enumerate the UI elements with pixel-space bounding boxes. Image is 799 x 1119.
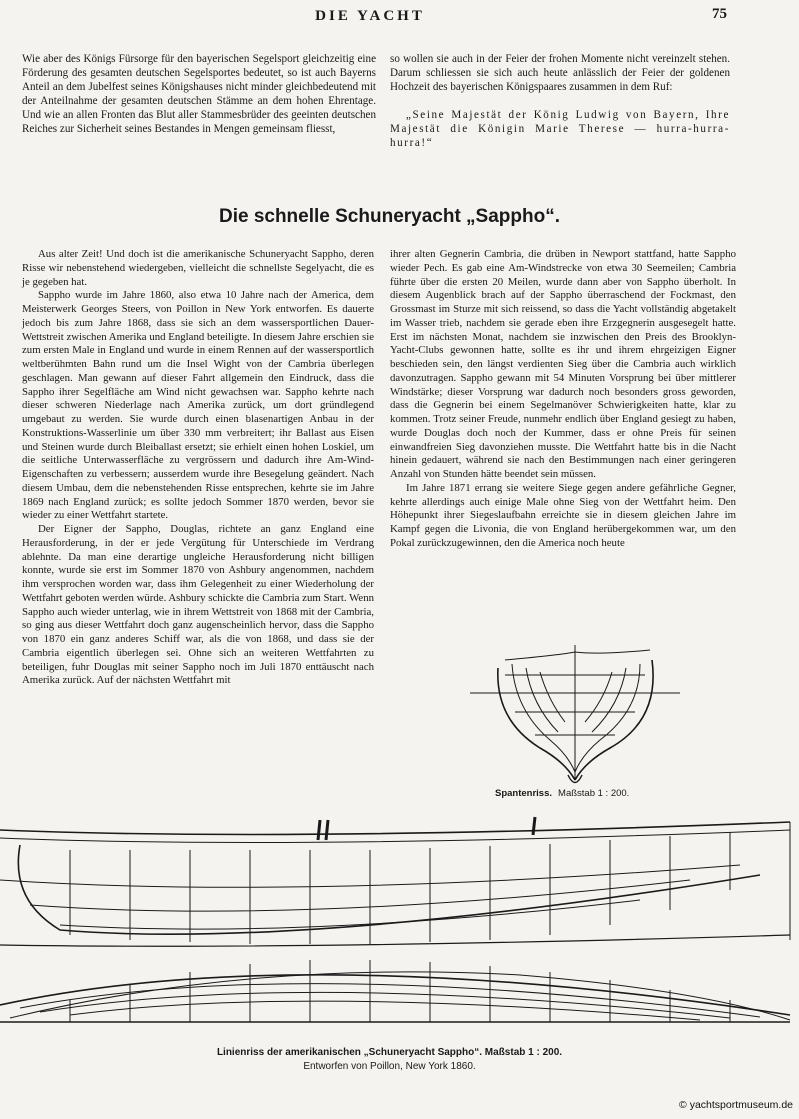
body-plan-scale: Maßstab 1 : 200. [558,788,630,799]
page-number: 75 [712,6,727,22]
article-title: Die schnelle Schuneryacht „Sappho“. [218,206,561,227]
body-plan-caption [495,788,695,799]
intro-paragraph-left: Wie aber des Königs Fürsorge für den bayerischen Segelsport gleichzeitig eine Förderung des gesamten deutschen Segelsportes bedeutet, so ist auch Bayerns Anteil an dem Jubelfest seines Königshauses nicht minder gleichbedeutend mit der Anteilnahme der gesamten deutschen Stämme an dem hohen Ehrentage. Und wie an allen Fronten das Blut aller Stammesbrüder des geeinten deutschen Reiches zur Sicherheit seines Bestandes in Mengen gemeinsam fliesst, [22,53,376,136]
article-paragraph: Aus alter Zeit! Und doch ist die amerikanische Schuneryacht Sappho, deren Risse wir nebenstehend wiedergeben, vielleicht die schnellste Segelyacht, die es je gegeben hat. [22,248,374,288]
body-plan-drawing [470,645,680,783]
royal-quote: „Seine Majestät der König Ludwig von Bayern, Ihre Majestät die Königin Marie Therese — hurra-hurra-hurra!“ [390,109,730,150]
article-paragraph: Im Jahre 1871 errang sie weitere Siege gegen andere gefährliche Gegner, kehrte allerdings auch einige Male ohne Sieg von der Wettfahrt heim. Den Höhepunkt ihrer Siegeslaufbahn erreichte sie in diesem gleichen Jahre im Kampf gegen die Livonia, die von England herübergekommen war, um den Pokal zurückzugewinnen, den die America noch heute [390,481,736,549]
body-plan-caption-title: Spantenriss. [495,788,553,799]
half-breadth-plan-drawing [0,960,790,1022]
lines-plan-caption-designer: Entworfen von Poillon, New York 1860. [303,1061,476,1072]
lines-plan-caption [0,1046,779,1074]
intro-paragraph-right: so wollen sie auch in der Feier der frohen Momente nicht vereinzelt stehen. Darum schliessen sie sich auch heute anlässlich der Feier der goldenen Hochzeit des bayerischen Königspaares zusammen in dem Ruf: [390,53,730,94]
magazine-title: DIE YACHT [315,8,425,24]
article-paragraph: Der Eigner der Sappho, Douglas, richtete an ganz England eine Herausforderung, in der er jede Vergütung für Unterschiede im Verdrang ablehnte. Da man eine derartige ungleiche Herausforderung nicht billigen konnte, wurde sie erst im Sommer 1870 von Ashbury angenommen, nachdem ihm versprochen worden war, dass ihm Gelegenheit zu einer Wiederholung der Wettfahrt geboten werden würde. Ashbury schickte die Cambria zum Start. Wenn Sappho auch wieder unterlag, wie in ihrem Wettstreit von 1868 mit der Cambria, so ging aus dieser Wettfahrt doch ganz augenscheinlich hervor, dass die Sappho von 1870 ein ganz anderes Schiff war, als die von 1868, und dass sie der Cambria eigentlich überlegen sei. Ohne sich an weiteren Wettfahrten zu beteiligen, fuhr Douglas mit seiner Sappho noch im Juli 1870 enttäuscht nach Amerika zurück. Auf der nächsten Wettfahrt mit [22,523,374,687]
copyright-watermark: © yachtsportmuseum.de [679,1099,793,1111]
sheer-plan-drawing [0,817,790,946]
lines-plan-caption-title: Linienriss der amerikanischen „Schuneryacht Sappho“. Maßstab 1 : 200. [216,1047,563,1058]
article-paragraph: Sappho wurde im Jahre 1860, also etwa 10 Jahre nach der America, dem Meisterwerk Georges Steers, von Poillon in New York entworfen. Es dauerte jedoch bis zum Jahre 1868, dass sie sich an dem wassersportlichen Dauer-Wettstreit zwischen Amerika und England beteiligte. In diesem Jahre erschien sie zum ersten Male in England und wurde in einem Rennen auf der wassersportlich weltberühmten Bahn rund um die Insel Wight von der Cambria überlegen geschlagen. Man gewann auf dieser Fahrt allgemein den Eindruck, dass die Sappho ihrer Segelfläche am Wind nicht gewachsen war. Sappho kehrte nach dieser schweren Niederlage nach Amerika zurück, um dort gründlegend umgebaut zu werden. Sie wurde durch einen blasenartigen Anbau in der Konstruktions-Wasserlinie um über 330 mm verbreitert; ihr Ballast aus Eisen und Steinen wurde durch Bleiballast ersetzt; sie erhielt einen hohen Loskiel, um die seitliche Unterwasserfläche zu vergrössern und dadurch ihre Am-Wind-Eigenschaften zu verbessern; ausserdem wurde ihre Besegelung geändert. Nach diesem Umbau, dem die nebenstehenden Risse entsprechen, kehrte sie im Jahre 1869 nach England zurück; es sollte jedoch Sommer 1870 werden, bevor sie wieder zu einer Wettfahrt startete. [22,289,374,522]
article-paragraph: ihrer alten Gegnerin Cambria, die drüben in Newport stattfand, hatte Sappho wieder Pech. Es gab eine Am-Windstrecke von etwa 30 Seemeilen; Cambria führte über die ersten 20 Meilen, wurde dann aber von Sappho überholt. In diesem Augenblick brach auf der Sappho überraschend der Fockmast, den Grossmast im Sturze mit sich reissend, so dass die Yacht vollständig abgetakelt im Wasser trieb, nachdem sie gerade eben ihre Erzgegnerin ausgesegelt hatte. Erst im nächsten Monat, nachdem sie inzwischen den Preis des Brooklyn-Yacht-Clubs gewonnen hatte, sollte es ihr und ihrem ehrgeizigen Eigner beschieden sein, den längst verdienten Sieg über die Cambria auch wirklich davonzutragen. Sappho gewann mit 54 Minuten Vorsprung bei über mittlerer Windstärke; dieser Vorsprung war dadurch noch besonders gross geworden, dass die Gegnerin bei einem Segelmanöver Schwierigkeiten hatte, klar zu kommen. Trotz seiner Freude, nunmehr endlich über England gesiegt zu haben, wurde Douglas doch noch der Kummer, dass er ohne Preis für seinen einwandfreien Sieg davonziehen musste. Die Wettfahrt hatte bis in die Nacht hinein gedauert, während sie nach den Bestimmungen nach einer geringeren Anzahl von Stunden hätte beendet sein müssen. [390,248,736,480]
